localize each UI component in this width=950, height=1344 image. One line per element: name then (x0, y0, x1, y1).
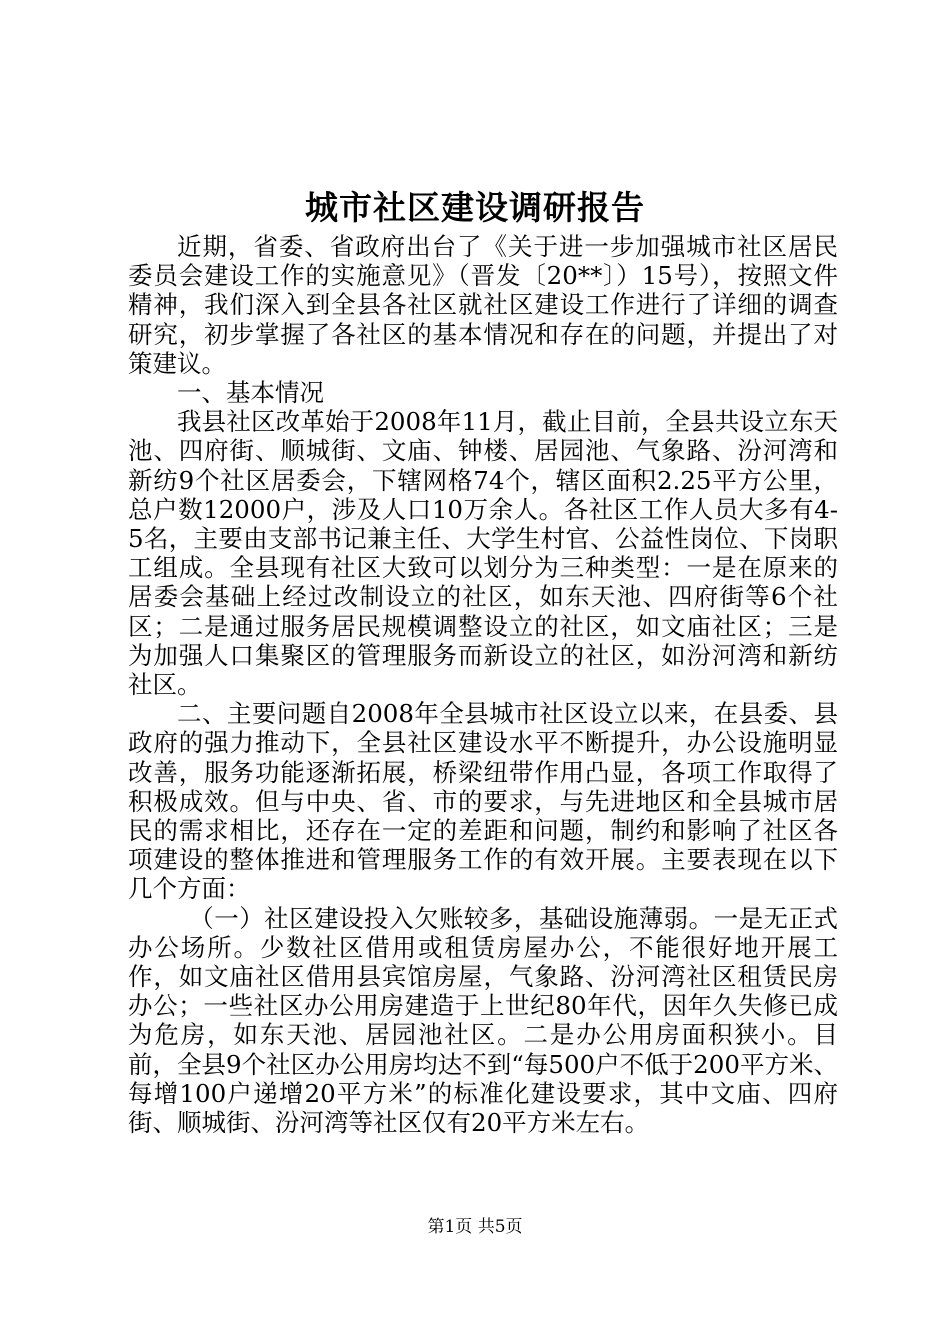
intro-paragraph: 近期，省委、省政府出台了《关于进一步加强城市社区居民委员会建设工作的实施意见》（晋发〔20**〕）15号），按照文件精神，我们深入到全县各社区就社区建设工作进行了详细的调查研究，初步掌握了各社区的基本情况和存在的问题，并提出了对策建议。 (128, 232, 838, 378)
basic-situation-paragraph: 我县社区改革始于2008年11月，截止目前，全县共设立东天池、四府街、顺城街、文庙、钟楼、居园池、气象路、汾河湾和新纺9个社区居委会，下辖网格74个，辖区面积2.25平方公里，总户数12000户，涉及人口10万余人。各社区工作人员大多有4-5名，主要由支部书记兼主任、大学生村官、公益性岗位、下岗职工组成。全县现有社区大致可以划分为三种类型：一是在原来的居委会基础上经过改制设立的社区，如东天池、四府街等6个社区；二是通过服务居民规模调整设立的社区，如文庙社区；三是为加强人口集聚区的管理服务而新设立的社区，如汾河湾和新纺社区。 (128, 407, 838, 700)
section-heading-basic-situation: 一、基本情况 (177, 378, 324, 408)
document-body (128, 232, 838, 1137)
problem-one-paragraph: （一）社区建设投入欠账较多，基础设施薄弱。一是无正式办公场所。少数社区借用或租赁房屋办公，不能很好地开展工作，如文庙社区借用县宾馆房屋，气象路、汾河湾社区租赁民房办公；一些社区办公用房建造于上世纪80年代，因年久失修已成为危房，如东天池、居园池社区。二是办公用房面积狭小。目前，全县9个社区办公用房均达不到“每500户不低于200平方米、每增100户递增20平方米”的标准化建设要求，其中文庙、四府街、顺城街、汾河湾等社区仅有20平方米左右。 (128, 903, 838, 1138)
main-problems-paragraph: 二、主要问题自2008年全县城市社区设立以来，在县委、县政府的强力推动下，全县社区建设水平不断提升，办公设施明显改善，服务功能逐渐拓展，桥梁纽带作用凸显，各项工作取得了积极成效。但与中央、省、市的要求，与先进地区和全县城市居民的需求相比，还存在一定的差距和问题，制约和影响了社区各项建设的整体推进和管理服务工作的有效开展。主要表现在以下几个方面： (128, 699, 838, 904)
page-number: 第1页 共5页 (427, 1217, 523, 1237)
document-title: 城市社区建设调研报告 (305, 188, 645, 227)
